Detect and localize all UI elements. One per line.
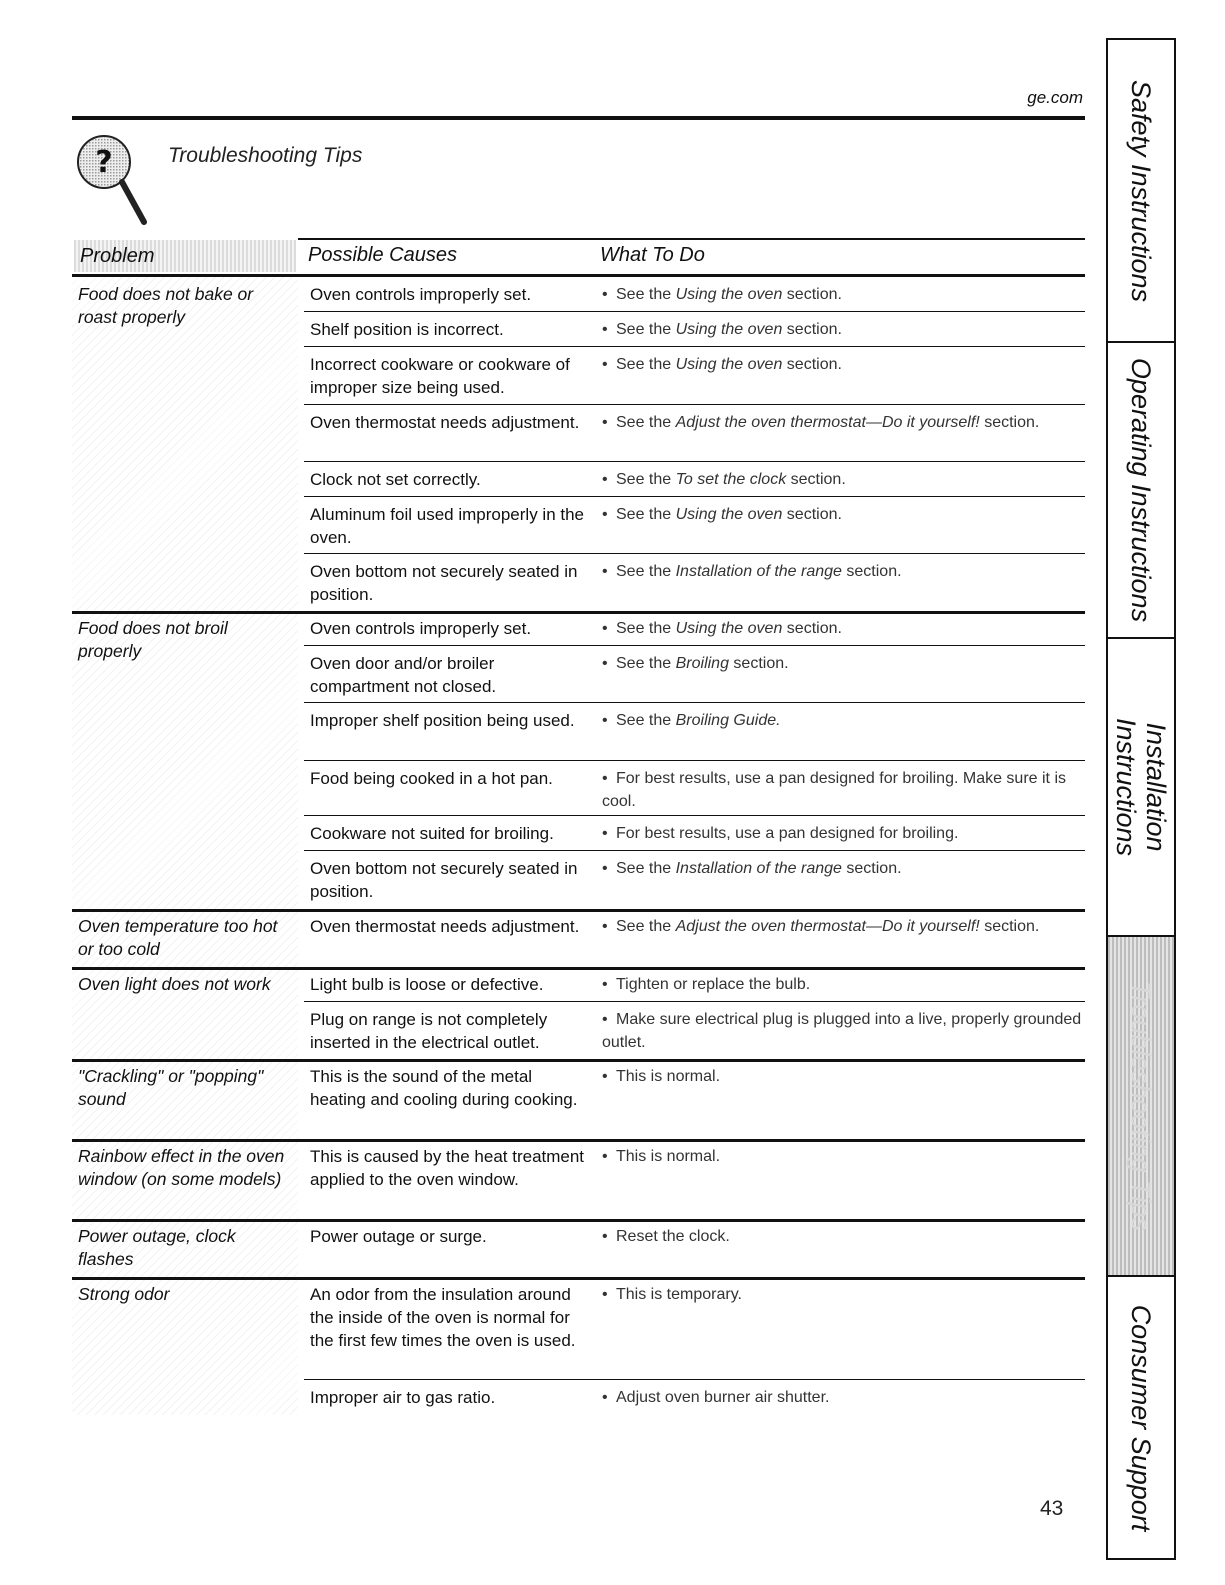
table-row — [72, 347, 1085, 405]
tab-label: Safety Instructions — [1126, 79, 1156, 302]
table-row — [72, 462, 1085, 497]
bullet-icon: • — [602, 860, 608, 877]
cause-text: Clock not set correctly. — [310, 470, 481, 489]
bullet-icon: • — [602, 1148, 608, 1165]
bullet-icon: • — [602, 620, 608, 637]
column-header-todo: What To Do — [600, 244, 705, 266]
table-row — [72, 277, 1085, 327]
bullet-icon: • — [602, 414, 608, 431]
bullet-icon: • — [602, 506, 608, 523]
todo-text: • Tighten or replace the bulb. — [602, 973, 1085, 996]
bullet-icon: • — [602, 712, 608, 729]
cause-text: Light bulb is loose or defective. — [310, 975, 544, 994]
cause-text: Oven controls improperly set. — [310, 285, 532, 304]
cause-text: Oven controls improperly set. — [310, 619, 532, 638]
tab-installation-instructions[interactable] — [1108, 639, 1174, 937]
bullet-icon: • — [602, 1068, 608, 1085]
table-row — [72, 703, 1085, 761]
todo-text: • Make sure electrical plug is plugged into a live, properly grounded outlet. — [602, 1008, 1085, 1054]
todo-text: • This is normal. — [602, 1145, 1085, 1168]
bullet-icon: • — [602, 563, 608, 580]
top-rule — [72, 116, 1085, 120]
table-header — [72, 238, 1085, 276]
table-row — [72, 967, 1085, 1002]
tab-safety-instructions[interactable] — [1108, 40, 1174, 343]
cause-text: Incorrect cookware or cookware of improper size being used. — [310, 355, 570, 397]
todo-text: • See the Installation of the range section. — [602, 857, 1085, 880]
table-row — [72, 646, 1085, 703]
bullet-icon: • — [602, 655, 608, 672]
bullet-icon: • — [602, 286, 608, 303]
cause-text: An odor from the insulation around the inside of the oven is normal for the first few times the oven is used. — [310, 1285, 576, 1350]
bullet-icon: • — [602, 321, 608, 338]
table-row — [72, 1219, 1085, 1280]
problem-text: Food does not broil properly — [78, 618, 228, 661]
cause-text: Improper air to gas ratio. — [310, 1388, 496, 1407]
todo-text: • This is normal. — [602, 1065, 1085, 1088]
bullet-icon: • — [602, 1228, 608, 1245]
tab-label: Operating Instructions — [1126, 357, 1156, 623]
svg-text:?: ? — [95, 145, 113, 180]
problem-text: Strong odor — [78, 1284, 170, 1304]
bullet-icon: • — [602, 1011, 608, 1028]
bullet-icon: • — [602, 825, 608, 842]
table-row — [72, 816, 1085, 851]
tab-troubleshooting-tips[interactable] — [1108, 937, 1174, 1277]
bullet-icon: • — [602, 976, 608, 993]
problem-text: Power outage, clock flashes — [78, 1226, 236, 1269]
table-row — [72, 497, 1085, 554]
cause-text: This is caused by the heat treatment applied to the oven window. — [310, 1147, 585, 1189]
todo-text: • See the Using the oven section. — [602, 353, 1085, 376]
cause-text: Oven thermostat needs adjustment. — [310, 413, 580, 432]
table-row — [72, 312, 1085, 347]
column-header-problem: Problem — [74, 240, 296, 272]
site-url[interactable]: ge.com — [1027, 88, 1083, 107]
table-row — [72, 761, 1085, 816]
problem-text: "Crackling" or "popping" sound — [78, 1066, 264, 1109]
cause-text: This is the sound of the metal heating and cooling during cooking. — [310, 1067, 578, 1109]
page-title: Troubleshooting Tips — [168, 144, 363, 167]
table-row — [72, 405, 1085, 462]
problem-text: Oven light does not work — [78, 974, 271, 994]
table-row — [72, 909, 1085, 970]
todo-text: • See the Using the oven section. — [602, 617, 1085, 640]
page-number: 43 — [1040, 1497, 1064, 1520]
section-tabs — [1106, 38, 1176, 1560]
table-row — [72, 1002, 1085, 1062]
problem-text: Oven temperature too hot or too cold — [78, 916, 278, 959]
table-row — [72, 1277, 1085, 1380]
tab-label: Installation Instructions — [1111, 717, 1171, 857]
tab-consumer-support[interactable] — [1108, 1277, 1174, 1558]
bullet-icon: • — [602, 770, 608, 787]
todo-text: • See the Adjust the oven thermostat—Do it yourself! section. — [602, 915, 1085, 938]
todo-text: • Reset the clock. — [602, 1225, 1085, 1248]
bullet-icon: • — [602, 471, 608, 488]
bullet-icon: • — [602, 356, 608, 373]
table-row — [72, 1139, 1085, 1222]
problem-text: Rainbow effect in the oven window (on some models) — [78, 1146, 285, 1189]
bullet-icon: • — [602, 918, 608, 935]
cause-text: Plug on range is not completely inserted in the electrical outlet. — [310, 1010, 548, 1052]
todo-text: • See the To set the clock section. — [602, 468, 1085, 491]
todo-text: • See the Using the oven section. — [602, 318, 1085, 341]
question-magnifier-icon — [74, 130, 164, 230]
table-row — [72, 554, 1085, 614]
cause-text: Food being cooked in a hot pan. — [310, 769, 553, 788]
tab-operating-instructions[interactable] — [1108, 343, 1174, 639]
cause-text: Cookware not suited for broiling. — [310, 824, 554, 843]
todo-text: • See the Broiling section. — [602, 652, 1085, 675]
table-row — [72, 611, 1085, 661]
cause-text: Improper shelf position being used. — [310, 711, 575, 730]
todo-text: • For best results, use a pan designed for broiling. — [602, 822, 1085, 845]
cause-text: Power outage or surge. — [310, 1227, 487, 1246]
table-row — [72, 851, 1085, 912]
table-row — [72, 1380, 1085, 1415]
header-rule-top — [298, 238, 1085, 240]
cause-text: Oven thermostat needs adjustment. — [310, 917, 580, 936]
todo-text: • See the Broiling Guide. — [602, 709, 1085, 732]
cause-text: Oven bottom not securely seated in position. — [310, 562, 578, 604]
table-row — [72, 1059, 1085, 1142]
tab-label: Troubleshooting Tips — [1126, 981, 1156, 1231]
todo-text: • See the Using the oven section. — [602, 283, 1085, 306]
tab-label: Consumer Support — [1126, 1304, 1156, 1531]
cause-text: Oven door and/or broiler compartment not closed. — [310, 654, 497, 696]
bullet-icon: • — [602, 1389, 608, 1406]
todo-text: • This is temporary. — [602, 1283, 1085, 1306]
todo-text: • See the Using the oven section. — [602, 503, 1085, 526]
column-header-causes: Possible Causes — [308, 244, 457, 266]
todo-text: • See the Installation of the range section. — [602, 560, 1085, 583]
cause-text: Oven bottom not securely seated in position. — [310, 859, 578, 901]
cause-text: Aluminum foil used improperly in the oven. — [310, 505, 585, 547]
todo-text: • See the Adjust the oven thermostat—Do it yourself! section. — [602, 411, 1085, 434]
todo-text: • Adjust oven burner air shutter. — [602, 1386, 1085, 1409]
cause-text: Shelf position is incorrect. — [310, 320, 504, 339]
todo-text: • For best results, use a pan designed for broiling. Make sure it is cool. — [602, 767, 1085, 813]
bullet-icon: • — [602, 1286, 608, 1303]
problem-text: Food does not bake or roast properly — [78, 284, 254, 327]
